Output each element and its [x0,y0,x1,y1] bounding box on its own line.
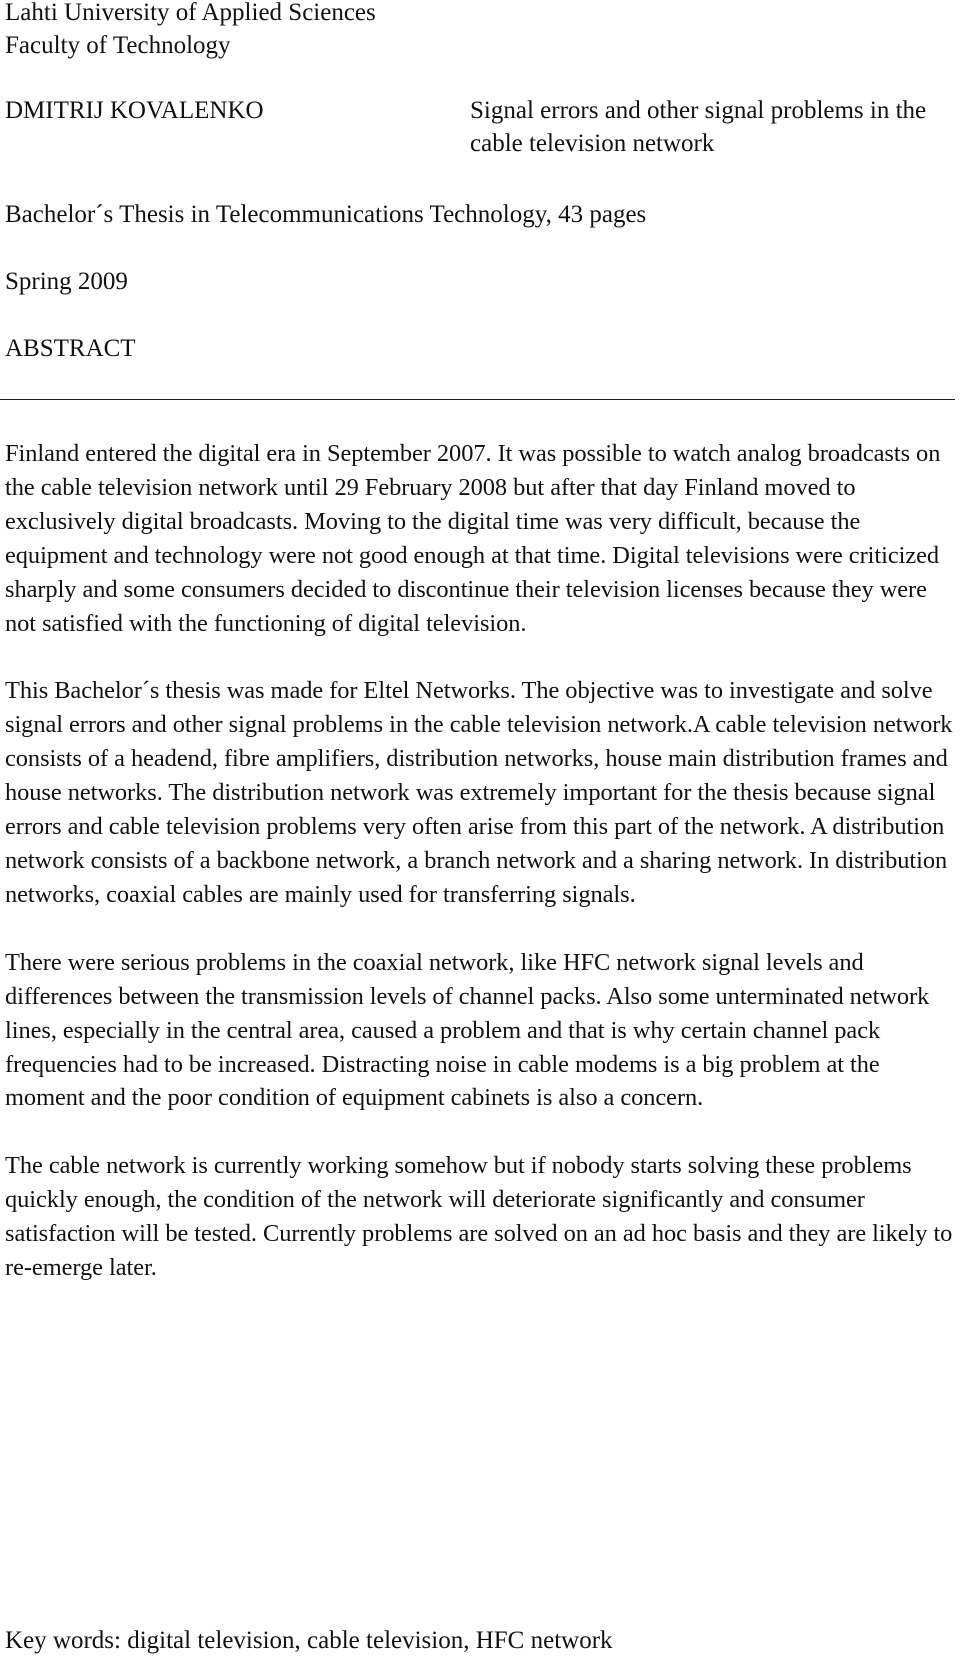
abstract-heading: ABSTRACT [5,335,136,362]
header-divider [0,399,955,400]
abstract-paragraph: This Bachelor´s thesis was made for Eltel Networks. The objective was to investigate and solve signal errors and other signal problems in the cable television network.A cable television network consists of a headend, fibre amplifiers, distribution networks, house main distribution frames and house networks. The distribution network was extremely important for the thesis because signal errors and cable television problems very often arise from this part of the network. A distribution network consists of a backbone network, a branch network and a sharing network. In distribution networks, coaxial cables are mainly used for transferring signals. [5,677,953,908]
institution-name: Lahti University of Applied Sciences [5,0,376,26]
abstract-paragraph: There were serious problems in the coaxial network, like HFC network signal levels and differences between the transmission levels of channel packs. Also some unterminated network lines, especially in the central area, caused a problem and that is why certain channel pack frequencies had to be increased. Distracting noise in cable modems is a big problem at the moment and the poor condition of equipment cabinets is also a concern. [5,948,930,1112]
faculty-name: Faculty of Technology [5,32,231,59]
degree-line: Bachelor´s Thesis in Telecommunications Technology, 43 pages [5,201,647,228]
keywords-line: Key words: digital television, cable television, HFC network [5,1627,613,1654]
thesis-title: Signal errors and other signal problems in the cable television network [470,97,927,157]
abstract-paragraph: The cable network is currently working somehow but if nobody starts solving these problems quickly enough, the condition of the network will deteriorate significantly and consumer satisfaction will be tested. Currently problems are solved on an ad hoc basis and they are likely to re-emerge later. [5,1152,953,1282]
term-line: Spring 2009 [5,268,128,295]
abstract-paragraph: Finland entered the digital era in September 2007. It was possible to watch analog broadcasts on the cable television network until 29 February 2008 but after that day Finland moved to exclusively digital broadcasts. Moving to the digital time was very difficult, because the equipment and technology were not good enough at that time. Digital televisions were criticized sharply and some consumers decided to discontinue their television licenses because they were not satisfied with the functioning of digital television. [5,440,941,637]
abstract-body [5,437,957,1319]
author-name: DMITRIJ KOVALENKO [5,97,264,124]
institution-header [5,0,955,62]
